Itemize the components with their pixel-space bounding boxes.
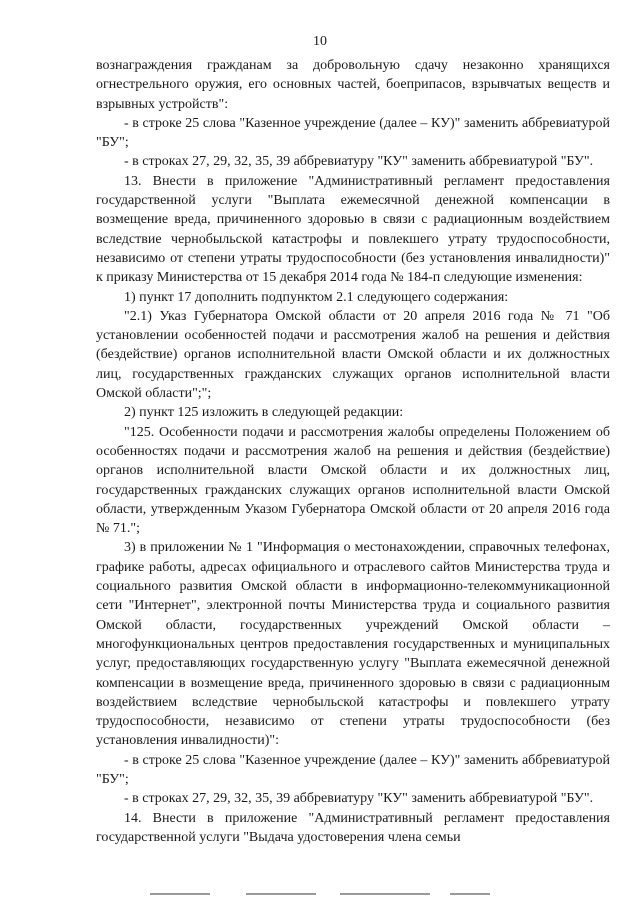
document-body: [96, 56, 610, 847]
paragraph: "125. Особенности подачи и рассмотрения жалобы определены Положением об особенностях подачи и рассмотрения жалоб на решения и действия (бездействие) органов исполнительной власти Омской области и их должностных лиц, государственных гражданских служащих органов исполнительной власти Омской области, утвержденным Указом Губернатора Омской области от 20 апреля 2016 года № 71.";: [96, 424, 610, 537]
paragraph: - в строках 27, 29, 32, 35, 39 аббревиатуру "КУ" заменить аббревиатурой "БУ".: [124, 154, 594, 170]
scan-artifact-marks: [150, 893, 590, 897]
paragraph: 2) пункт 125 изложить в следующей редакции:: [124, 405, 404, 421]
paragraph: - в строке 25 слова "Казенное учреждение (далее – КУ)" заменить аббревиатурой "БУ";: [96, 752, 610, 787]
page-number: 10: [313, 34, 327, 49]
paragraph: "2.1) Указ Губернатора Омской области от 20 апреля 2016 года № 71 "Об установлении особенностей подачи и рассмотрения жалоб на решения и действия (бездействие) органов исполнительной власти Омской области и их должностных лиц, государственных гражданских служащих органов исполнительной власти Омской области";";: [96, 308, 610, 402]
paragraph: 14. Внести в приложение "Административный регламент предоставления государственной услуги "Выдача удостоверения члена семьи: [96, 810, 610, 845]
paragraph: 1) пункт 17 дополнить подпунктом 2.1 следующего содержания:: [124, 289, 509, 305]
paragraph: 3) в приложении № 1 "Информация о местонахождении, справочных телефонах, графике работы, адресах официального и отраслевого сайтов Министерства труда и социального развития Омской области в информационно-телекоммуникационной сети "Интернет", электронной почты Министерства труда и социального развития Омской области, государственных учреждений Омской области – многофункциональных центров предоставления государственных и муниципальных услуг, предоставляющих государственную услугу "Выплата ежемесячной денежной компенсации в возмещение вреда, причиненного здоровью в связи с радиационным воздействием вследствие чернобыльской катастрофы и повлекшего утрату трудоспособности, независимо от степени утраты трудоспособности (без установления инвалидности)":: [96, 540, 610, 749]
paragraph: - в строке 25 слова "Казенное учреждение (далее – КУ)" заменить аббревиатурой "БУ";: [96, 115, 610, 151]
paragraph: вознаграждения гражданам за добровольную сдачу незаконно хранящихся огнестрельного оружия, его основных частей, боеприпасов, взрывчатых веществ и взрывных устройств":: [96, 58, 610, 112]
paragraph: 13. Внести в приложение "Административный регламент предоставления государственной услуги "Выплата ежемесячной денежной компенсации в возмещение вреда, причиненного здоровью в связи с радиационным воздействием вследствие чернобыльской катастрофы и повлекшего утрату трудоспособности, независимо от степени утраты трудоспособности (без установления инвалидности)" к приказу Министерства от 15 декабря 2014 года № 184-п следующие изменения:: [96, 173, 610, 286]
paragraph: - в строках 27, 29, 32, 35, 39 аббревиатуру "КУ" заменить аббревиатурой "БУ".: [124, 791, 594, 807]
